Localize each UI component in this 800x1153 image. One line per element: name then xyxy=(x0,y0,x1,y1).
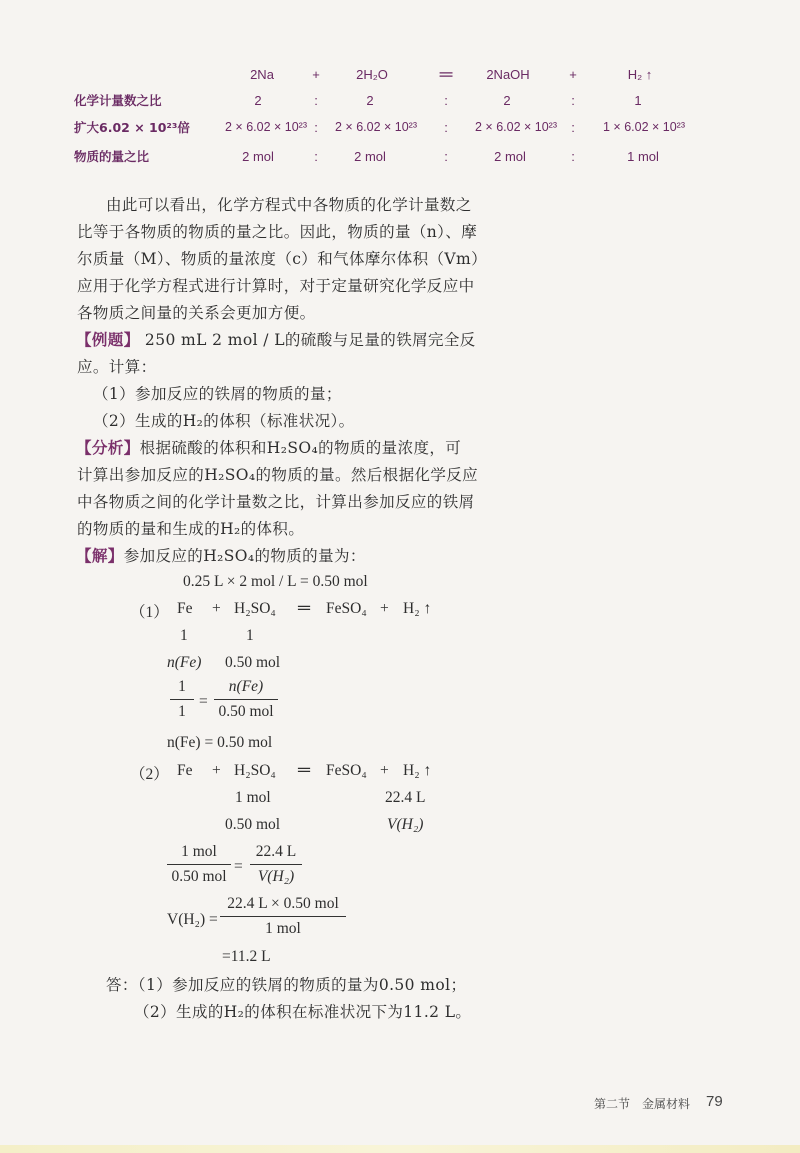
example-line: 应。计算： xyxy=(77,358,157,376)
fraction-bar xyxy=(167,864,231,865)
eq-feso4: FeSO₄ xyxy=(326,600,367,617)
ratio-h2so4: 1 xyxy=(246,627,254,644)
fraction-bar xyxy=(214,699,278,700)
answer-line: 答：（1）参加反应的铁屑的物质的量为0.50 mol； xyxy=(106,976,467,994)
numerator: 1 mol xyxy=(181,843,217,860)
fraction-left xyxy=(167,843,231,886)
eq-plus: + xyxy=(212,600,221,617)
paragraph-line: 由此可以看出，化学方程式中各物质的化学计量数之 xyxy=(106,196,472,214)
eq-h2so4: H₂SO₄ xyxy=(234,600,276,617)
product-naoh: 2NaOH xyxy=(486,67,530,82)
equals-sign: ═ xyxy=(439,64,453,84)
part-label: （1） xyxy=(130,604,169,621)
analysis-line: 中各物质之间的化学计量数之比，计算出参加反应的铁屑 xyxy=(77,493,475,511)
analysis-line xyxy=(76,435,461,462)
fraction-bar xyxy=(220,916,346,917)
table-cell: : xyxy=(314,120,318,135)
table-cell: : xyxy=(571,120,575,135)
fraction-right xyxy=(214,678,278,721)
row2-h2so4: 0.50 mol xyxy=(225,816,281,833)
numerator: 22.4 L xyxy=(255,843,297,860)
table-cell: 2 × 6.02 × 10²³ xyxy=(474,120,558,134)
eq-h2: H₂ ↑ xyxy=(403,600,432,617)
fraction-right xyxy=(250,843,302,886)
paragraph-line: 各物质之间量的关系会更加方便。 xyxy=(77,304,316,322)
table-cell: 1 xyxy=(634,93,642,108)
amount-fe: n(Fe) xyxy=(167,654,202,671)
ratio-fe: 1 xyxy=(180,627,188,644)
example-tag: 【例题】 xyxy=(76,331,140,349)
fraction-bar xyxy=(170,699,194,700)
eq-plus: + xyxy=(380,600,389,617)
plus-sign: + xyxy=(569,67,577,82)
reactant-h2o: 2H₂O xyxy=(356,67,388,82)
eq-plus: + xyxy=(380,762,389,779)
row-label: 化学计量数之比 xyxy=(74,93,162,108)
amount-h2so4: 0.50 mol xyxy=(225,654,281,671)
numerator: 22.4 L × 0.50 mol xyxy=(227,895,339,912)
eq-h2: H₂ ↑ xyxy=(403,762,432,779)
eq-feso4: FeSO₄ xyxy=(326,762,367,779)
footer-section-title: 第二节 金属材料 xyxy=(594,1097,691,1111)
eq-fe: Fe xyxy=(177,762,193,779)
equals-sign: = xyxy=(234,858,243,875)
paragraph-line: 尔质量（M）、物质的量浓度（c）和气体摩尔体积（Vm） xyxy=(77,250,487,268)
denominator: V(H₂) xyxy=(257,868,295,885)
eq-equals: ═ xyxy=(298,598,311,617)
eq-fe: Fe xyxy=(177,600,193,617)
row2-h2: V(H₂) xyxy=(387,816,424,833)
analysis-line: 的物质的量和生成的H₂的体积。 xyxy=(77,520,305,538)
table-cell: 2 × 6.02 × 10²³ xyxy=(334,120,418,134)
denominator: 1 mol xyxy=(265,920,301,937)
plus-sign: + xyxy=(312,67,320,82)
table-cell: : xyxy=(314,93,318,108)
solution-text: 参加反应的H₂SO₄的物质的量为： xyxy=(123,547,366,565)
row-label: 物质的量之比 xyxy=(74,149,150,164)
table-cell: : xyxy=(314,149,318,164)
product-h2: H₂ ↑ xyxy=(627,67,653,82)
eq-h2so4: H₂SO₄ xyxy=(234,762,276,779)
page-edge-strip xyxy=(0,1145,800,1153)
denominator: 1 xyxy=(178,703,186,720)
answer-line: （2）生成的H₂的体积在标准状况下为11.2 L。 xyxy=(134,1003,472,1021)
paragraph-line: 比等于各物质的物质的量之比。因此，物质的量（n）、摩 xyxy=(77,223,478,241)
result-nfe: n(Fe) = 0.50 mol xyxy=(167,734,273,751)
table-cell: : xyxy=(571,149,575,164)
solution-line xyxy=(76,543,366,570)
solution-tag: 【解】 xyxy=(76,547,124,565)
example-text: 250 mL 2 mol / L的硫酸与足量的铁屑完全反 xyxy=(139,331,476,349)
question-2: （2）生成的H₂的体积（标准状况）。 xyxy=(93,412,355,430)
eq-plus: + xyxy=(212,762,221,779)
vh2-label: V(H₂) = xyxy=(167,911,218,928)
equals-sign: = xyxy=(199,693,208,710)
part-label: （2） xyxy=(130,766,169,783)
vh2-fraction xyxy=(220,895,346,938)
reactant-na: 2Na xyxy=(250,67,274,82)
denominator: 0.50 mol xyxy=(171,868,227,885)
result-vh2: =11.2 L xyxy=(222,948,271,965)
example-line xyxy=(76,327,476,354)
table-cell: : xyxy=(444,149,448,164)
analysis-text: 根据硫酸的体积和H₂SO₄的物质的量浓度，可 xyxy=(139,439,462,457)
table-cell: 1 × 6.02 × 10²³ xyxy=(602,120,686,134)
fraction-left xyxy=(170,678,194,721)
table-cell: 2 xyxy=(254,93,262,108)
numerator: n(Fe) xyxy=(228,678,264,695)
eq-equals: ═ xyxy=(298,760,311,779)
question-1: （1）参加反应的铁屑的物质的量； xyxy=(93,385,342,403)
table-cell: 2 mol xyxy=(242,149,274,164)
table-cell: 1 mol xyxy=(627,149,659,164)
analysis-tag: 【分析】 xyxy=(76,439,140,457)
table-cell: 2 mol xyxy=(354,149,386,164)
table-cell: 2 × 6.02 × 10²³ xyxy=(224,120,308,134)
page-number: 79 xyxy=(706,1093,723,1110)
table-cell: 2 mol xyxy=(494,149,526,164)
paragraph-line: 应用于化学方程式进行计算时，对于定量研究化学反应中 xyxy=(77,277,475,295)
row-label: 扩大6.02 × 10²³倍 xyxy=(74,120,190,135)
table-cell: 2 xyxy=(366,93,374,108)
fraction-bar xyxy=(250,864,302,865)
denominator: 0.50 mol xyxy=(218,703,274,720)
molar-calc: 0.25 L × 2 mol / L = 0.50 mol xyxy=(183,573,368,590)
table-cell: : xyxy=(444,93,448,108)
row1-h2so4: 1 mol xyxy=(235,789,271,806)
table-cell: : xyxy=(444,120,448,135)
table-cell: 2 xyxy=(503,93,511,108)
table-cell: : xyxy=(571,93,575,108)
numerator: 1 xyxy=(178,678,186,695)
row1-h2: 22.4 L xyxy=(385,789,426,806)
analysis-line: 计算出参加反应的H₂SO₄的物质的量。然后根据化学反应 xyxy=(77,466,479,484)
